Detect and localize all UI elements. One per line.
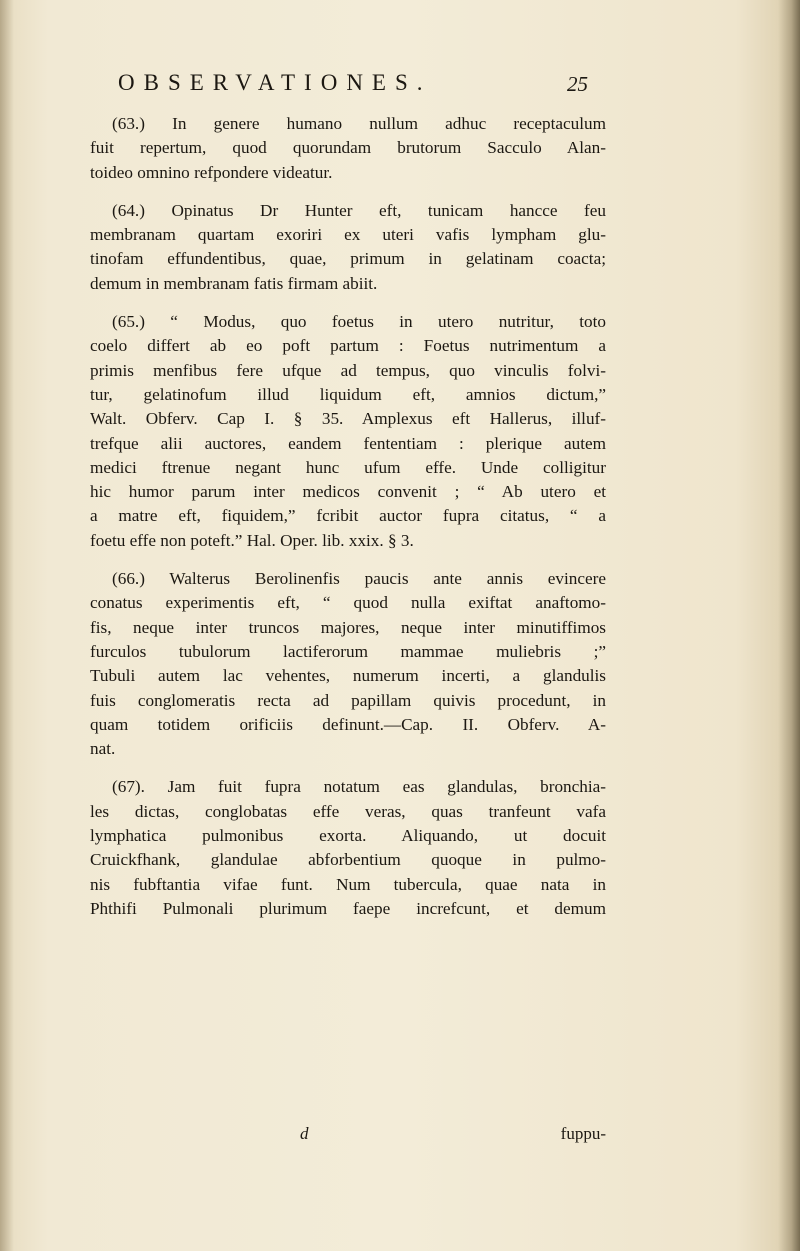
text-line: medici ftrenue negant hunc ufum effe. Unde colligitur [90, 457, 606, 477]
page-left-edge-shadow [0, 0, 14, 1251]
paragraph-63 [90, 112, 606, 185]
paragraph-66 [90, 567, 606, 761]
text-line: primis menfibus fere ufque ad tempus, quo vinculis folvi- [90, 360, 606, 380]
text-line: lymphatica pulmonibus exorta. Aliquando, ut docuit [90, 826, 606, 846]
text-line: toideo omnino refpondere videatur. [90, 162, 333, 182]
text-line: demum in membranam fatis firmam abiit. [90, 273, 378, 293]
text-line: (63.) In genere humano nullum adhuc receptaculum [112, 114, 606, 133]
page-header [118, 70, 588, 106]
text-line: quam totidem orificiis definunt.—Cap. II. Obferv. A- [90, 714, 606, 734]
text-line: (67). Jam fuit fupra notatum eas glandulas, bronchia- [112, 777, 606, 797]
text-line: (64.) Opinatus Dr Hunter eft, tunicam hancce feu [112, 200, 606, 220]
text-line: tinofam effundentibus, quae, primum in gelatinam coacta; [90, 249, 606, 269]
text-line: membranam quartam exoriri ex uteri vafis lympham glu- [90, 225, 606, 245]
text-line: foetu effe non poteft.” Hal. Oper. lib. xxix. § 3. [90, 530, 414, 550]
signature-mark: d [300, 1124, 309, 1143]
body-text [90, 112, 606, 935]
text-line: Phthifi Pulmonali plurimum faepe increfcunt, et demum [90, 898, 606, 918]
paragraph-65 [90, 310, 606, 553]
text-line: fuis conglomeratis recta ad papillam quivis procedunt, in [90, 690, 606, 710]
page-number: 25 [567, 72, 588, 96]
text-line: fuit repertum, quod quorundam brutorum Sacculo Alan- [90, 138, 606, 158]
text-line: hic humor parum inter medicos convenit ; “ Ab utero et [90, 482, 606, 502]
paragraph-64 [90, 199, 606, 296]
text-line: a matre eft, fiquidem,” fcribit auctor fupra citatus, “ a [90, 506, 606, 526]
running-head: OBSERVATIONES. [118, 70, 432, 95]
text-line: Cruickfhank, glandulae abforbentium quoque in pulmo- [90, 850, 606, 870]
text-line: (66.) Walterus Berolinenfis paucis ante annis evincere [112, 569, 606, 589]
page-spine-shadow [778, 0, 800, 1251]
text-line: coelo differt ab eo poft partum : Foetus nutrimentum a [90, 336, 606, 356]
text-line: conatus experimentis eft, “ quod nulla exiftat anaftomo- [90, 593, 606, 613]
text-line: nat. [90, 739, 116, 759]
paragraph-67 [90, 775, 606, 921]
catchword: fuppu- [560, 1124, 606, 1143]
text-line: fis, neque inter truncos majores, neque inter minutiffimos [90, 617, 606, 637]
text-line: Walt. Obferv. Cap I. § 35. Amplexus eft Hallerus, illuf- [90, 409, 606, 429]
page-footer [90, 1124, 606, 1150]
text-line: les dictas, conglobatas effe veras, quas tranfeunt vafa [90, 801, 606, 821]
text-line: furculos tubulorum lactiferorum mammae muliebris ;” [90, 641, 606, 661]
text-line: tur, gelatinofum illud liquidum eft, amnios dictum,” [90, 384, 606, 404]
text-line: (65.) “ Modus, quo foetus in utero nutritur, toto [112, 312, 606, 332]
text-line: trefque alii auctores, eandem fententiam : plerique autem [90, 433, 606, 453]
text-line: nis fubftantia vifae funt. Num tubercula, quae nata in [90, 874, 606, 894]
text-line: Tubuli autem lac vehentes, numerum incerti, a glandulis [90, 666, 606, 686]
